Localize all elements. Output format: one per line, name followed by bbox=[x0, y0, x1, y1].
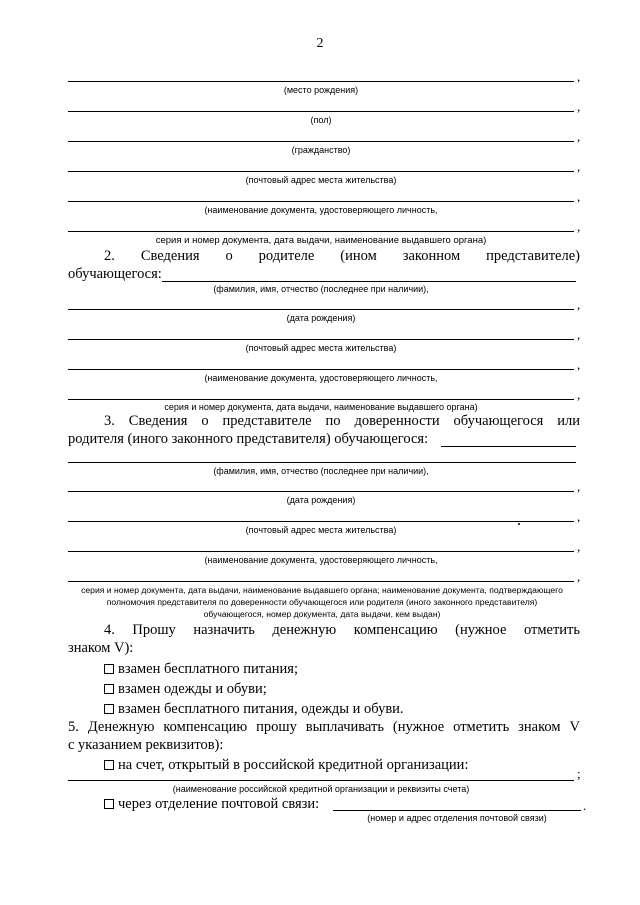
semicolon: ; bbox=[577, 766, 581, 781]
section-3-heading: 3. Сведения о представителе по доверенности обучающегося или bbox=[104, 413, 580, 429]
option-label: взамен одежды и обуви; bbox=[118, 681, 267, 697]
option-food-clothing[interactable] bbox=[104, 701, 404, 718]
parent-doc-name-caption: (наименование документа, удостоверяющего личность, bbox=[204, 373, 438, 383]
checkbox[interactable] bbox=[104, 664, 114, 674]
bank-details-caption: (наименование российской кредитной организации и реквизиты счета) bbox=[172, 784, 470, 794]
rep-name-caption: (фамилия, имя, отчество (последнее при наличии), bbox=[213, 466, 429, 476]
checkbox[interactable] bbox=[104, 799, 114, 809]
comma: , bbox=[577, 129, 581, 144]
comma: , bbox=[577, 539, 581, 554]
comma: , bbox=[577, 159, 581, 174]
option-food[interactable] bbox=[104, 661, 298, 678]
checkbox[interactable] bbox=[104, 684, 114, 694]
citizenship-line[interactable] bbox=[68, 141, 574, 142]
doc-details-line[interactable] bbox=[68, 231, 574, 232]
section-4-heading: 4. Прошу назначить денежную компенсацию (нужное отметить bbox=[104, 622, 580, 638]
section-2-heading: 2. Сведения о родителе (ином законном представителе) bbox=[104, 248, 580, 264]
rep-extra-line[interactable] bbox=[441, 446, 576, 447]
place-of-birth-line[interactable] bbox=[68, 81, 574, 82]
option-clothing[interactable] bbox=[104, 681, 267, 698]
stray-dot bbox=[518, 523, 520, 525]
comma: , bbox=[577, 387, 581, 402]
section-5-heading-cont: с указанием реквизитов): bbox=[68, 737, 224, 753]
section-4-heading-cont: знаком V): bbox=[68, 640, 134, 656]
section-5-heading: 5. Денежную компенсацию прошу выплачивать (нужное отметить знаком V bbox=[68, 719, 580, 735]
rep-birth-caption: (дата рождения) bbox=[286, 495, 356, 505]
rep-address-caption: (почтовый адрес места жительства) bbox=[245, 525, 397, 535]
post-office-line[interactable] bbox=[333, 810, 581, 811]
doc-details-caption: серия и номер документа, дата выдачи, наименование выдавшего органа) bbox=[155, 235, 487, 246]
rep-birth-line[interactable] bbox=[68, 491, 574, 492]
checkbox[interactable] bbox=[104, 760, 114, 770]
checkbox[interactable] bbox=[104, 704, 114, 714]
parent-address-caption: (почтовый адрес места жительства) bbox=[245, 343, 397, 353]
option-post-office[interactable] bbox=[104, 796, 319, 813]
citizenship-caption: (гражданство) bbox=[291, 145, 351, 155]
parent-birth-line[interactable] bbox=[68, 309, 574, 310]
comma: , bbox=[577, 569, 581, 584]
parent-doc-details-line[interactable] bbox=[68, 399, 574, 400]
sex-line[interactable] bbox=[68, 111, 574, 112]
page-number: 2 bbox=[316, 36, 324, 51]
comma: , bbox=[577, 69, 581, 84]
rep-doc-details-line[interactable] bbox=[68, 581, 574, 582]
address-caption: (почтовый адрес места жительства) bbox=[245, 175, 397, 185]
comma: , bbox=[577, 327, 581, 342]
section-3-heading-cont: родителя (иного законного представителя) обучающегося: bbox=[68, 431, 429, 447]
bank-details-line[interactable] bbox=[68, 780, 574, 781]
rep-doc-name-caption: (наименование документа, удостоверяющего личность, bbox=[204, 555, 438, 565]
sex-caption: (пол) bbox=[310, 115, 332, 125]
option-label: через отделение почтовой связи: bbox=[118, 796, 320, 812]
option-bank-account[interactable] bbox=[104, 757, 468, 774]
parent-doc-details-caption: серия и номер документа, дата выдачи, наименование выдавшего органа) bbox=[164, 402, 478, 412]
comma: , bbox=[577, 357, 581, 372]
option-label: взамен бесплатного питания, одежды и обуви. bbox=[118, 701, 404, 717]
post-office-caption: (номер и адрес отделения почтовой связи) bbox=[367, 813, 547, 823]
period: . bbox=[583, 798, 587, 813]
rep-address-line[interactable] bbox=[68, 521, 574, 522]
doc-name-line[interactable] bbox=[68, 201, 574, 202]
comma: , bbox=[577, 99, 581, 114]
option-label: взамен бесплатного питания; bbox=[118, 661, 298, 677]
place-of-birth-caption: (место рождения) bbox=[283, 85, 359, 95]
parent-name-line[interactable] bbox=[162, 281, 576, 282]
parent-address-line[interactable] bbox=[68, 339, 574, 340]
comma: , bbox=[577, 219, 581, 234]
parent-doc-name-line[interactable] bbox=[68, 369, 574, 370]
option-label: на счет, открытый в российской кредитной организации: bbox=[118, 757, 469, 773]
rep-doc-details-caption-2: полномочия представителя по доверенности обучающегося или родителя (иного законного представителя) bbox=[106, 597, 538, 607]
parent-name-caption: (фамилия, имя, отчество (последнее при наличии), bbox=[213, 284, 429, 294]
comma: , bbox=[577, 297, 581, 312]
parent-birth-caption: (дата рождения) bbox=[286, 313, 356, 323]
comma: , bbox=[577, 509, 581, 524]
section-2-heading-cont: обучающегося: bbox=[68, 266, 162, 282]
address-line[interactable] bbox=[68, 171, 574, 172]
comma: , bbox=[577, 189, 581, 204]
rep-doc-details-caption-3: обучающегося, номер документа, дата выдачи, кем выдан) bbox=[203, 609, 441, 619]
rep-doc-details-caption-1: серия и номер документа, дата выдачи, наименование выдавшего органа; наименование документа, подтверждающего bbox=[81, 585, 563, 595]
comma: , bbox=[577, 479, 581, 494]
doc-name-caption: (наименование документа, удостоверяющего личность, bbox=[204, 205, 438, 215]
rep-name-line[interactable] bbox=[68, 462, 576, 463]
rep-doc-name-line[interactable] bbox=[68, 551, 574, 552]
